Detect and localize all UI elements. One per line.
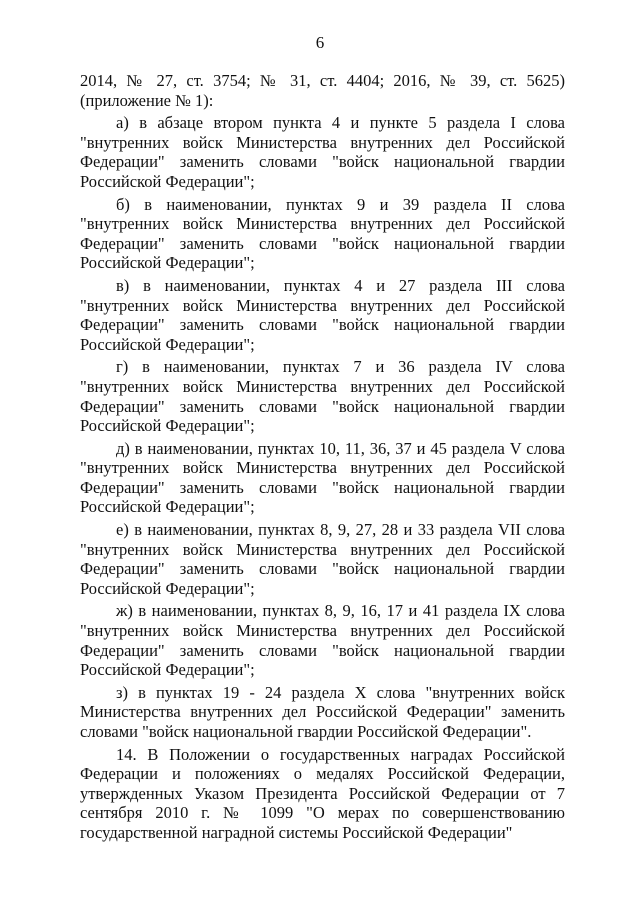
page-number: 6 — [315, 33, 325, 52]
paragraph-section-14: 14. В Положении о государственных наградах Российской Федерации и положениях о медалях Российской Федерации, утвержденных Указом Президента Российской Федерации от 7 сентября 2010 г. № 1099 "О мерах по совершенствованию государственной наградной системы Российской Федерации" — [80, 744, 565, 842]
document-body — [80, 71, 565, 843]
paragraph-item-a: а) в абзаце втором пункта 4 и пункте 5 раздела I слова "внутренних войск Министерства внутренних дел Российской Федерации" заменить словами "войск национальной гвардии Российской Федерации"; — [80, 113, 565, 191]
paragraph-item-e: е) в наименовании, пунктах 8, 9, 27, 28 и 33 раздела VII слова "внутренних войск Министерства внутренних дел Российской Федерации" заменить словами "войск национальной гвардии Российской Федерации"; — [80, 520, 565, 598]
paragraph-continuation: 2014, № 27, ст. 3754; № 31, ст. 4404; 2016, № 39, ст. 5625) (приложение № 1): — [80, 71, 565, 110]
paragraph-item-z: з) в пунктах 19 - 24 раздела X слова "внутренних войск Министерства внутренних дел Российской Федерации" заменить словами "войск национальной гвардии Российской Федерации". — [80, 682, 565, 741]
paragraph-item-d: д) в наименовании, пунктах 10, 11, 36, 37 и 45 раздела V слова "внутренних войск Министерства внутренних дел Российской Федерации" заменить словами "войск национальной гвардии Российской Федерации"; — [80, 438, 565, 517]
paragraph-item-zh: ж) в наименовании, пунктах 8, 9, 16, 17 и 41 раздела IX слова "внутренних войск Министерства внутренних дел Российской Федерации" заменить словами "войск национальной гвардии Российской Федерации"; — [80, 601, 565, 680]
paragraph-item-v: в) в наименовании, пунктах 4 и 27 раздела III слова "внутренних войск Министерства внутренних дел Российской Федерации" заменить словами "войск национальной гвардии Российской Федерации"; — [80, 275, 565, 354]
paragraph-item-b: б) в наименовании, пунктах 9 и 39 раздела II слова "внутренних войск Министерства внутренних дел Российской Федерации" заменить словами "войск национальной гвардии Российской Федерации"; — [80, 194, 565, 273]
paragraph-item-g: г) в наименовании, пунктах 7 и 36 раздела IV слова "внутренних войск Министерства внутренних дел Российской Федерации" заменить словами "войск национальной гвардии Российской Федерации"; — [80, 357, 565, 436]
